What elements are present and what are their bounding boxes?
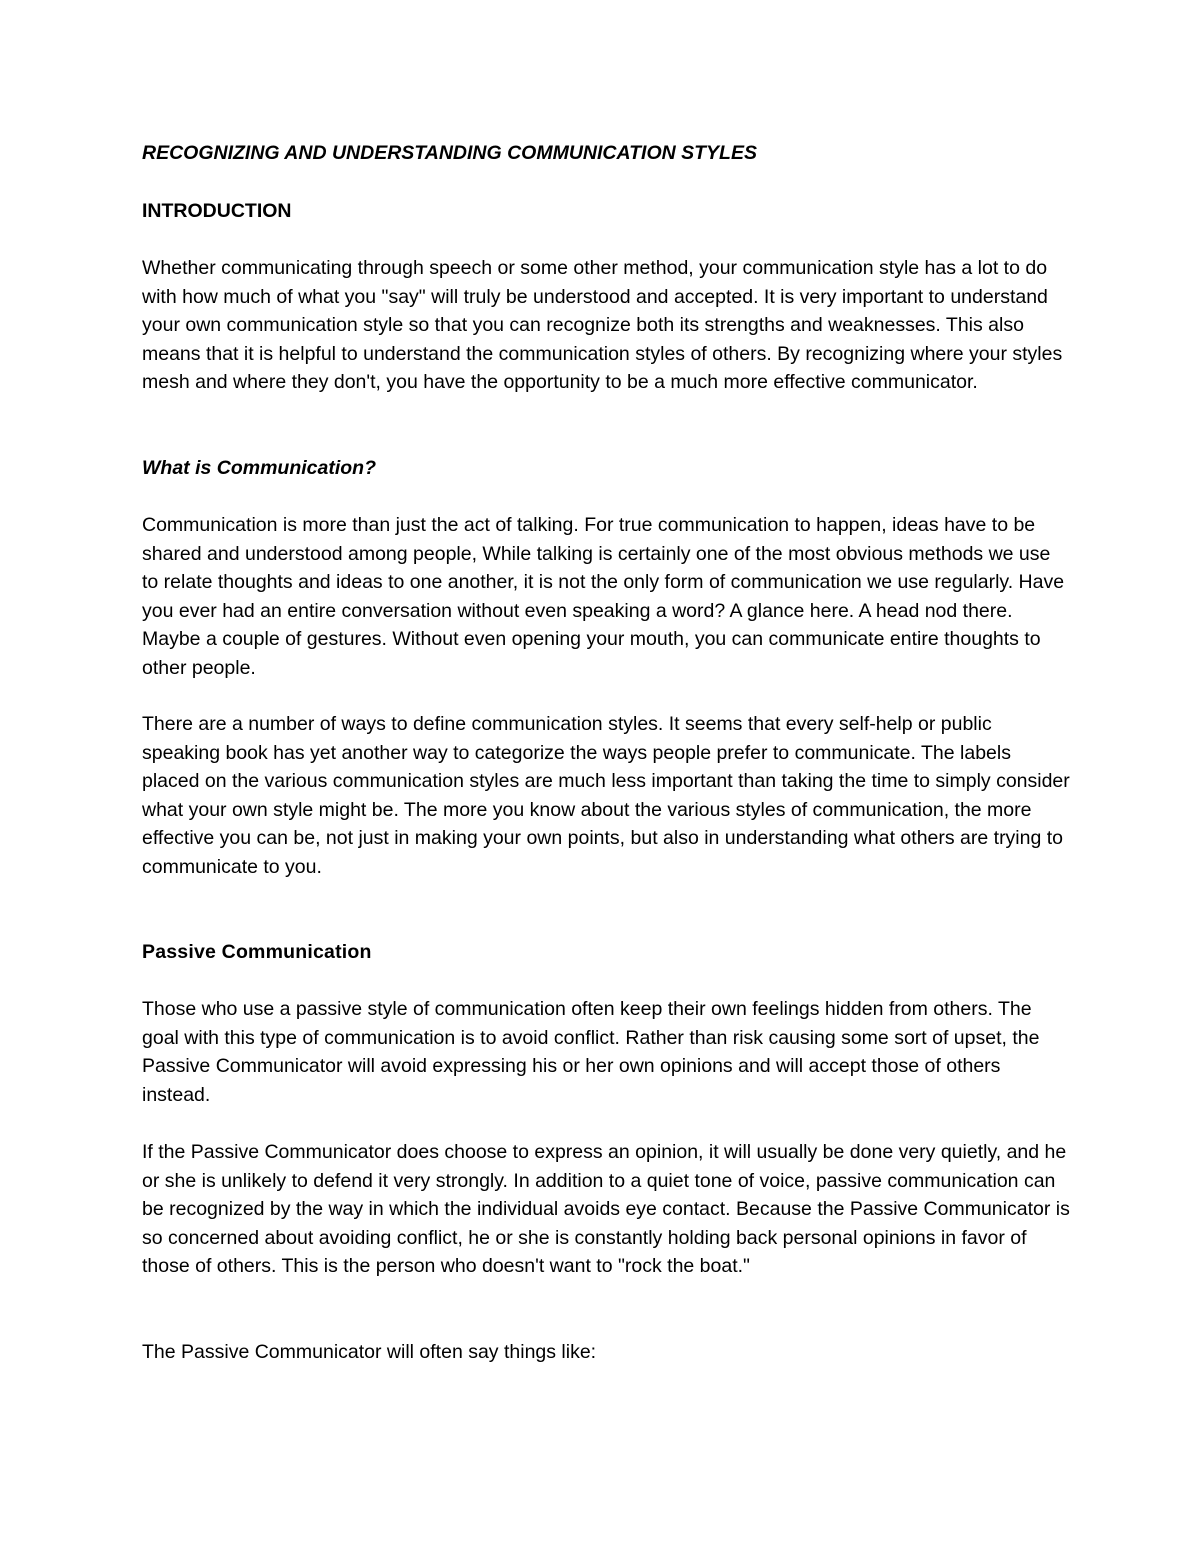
paragraph-introduction: Whether communicating through speech or some other method, your communication style has a lot to do with how much of what you "say" will truly be understood and accepted. It is very important to understand your own communication style so that you can recognize both its strengths and weaknesses. This also means that it is helpful to understand the communication styles of others. By recognizing where your styles mesh and where they don't, you have the opportunity to be a much more effective communicator.: [142, 257, 1063, 394]
heading-what-is-communication: What is Communication?: [142, 457, 376, 479]
paragraph-communication-styles: There are a number of ways to define communication styles. It seems that every self-help or public speaking book has yet another way to categorize the ways people prefer to communicate. The labels placed on the various communication styles are much less important than taking the time to simply consider what your own style might be. The more you know about the various styles of communication, the more effective you can be, not just in making your own points, but also in understanding what others are trying to communicate to you.: [142, 713, 1070, 878]
paragraph-passive-sayings-intro: The Passive Communicator will often say things like:: [142, 1341, 597, 1363]
paragraph-passive-behavior: If the Passive Communicator does choose to express an opinion, it will usually be done very quietly, and he or she is unlikely to defend it very strongly. In addition to a quiet tone of voice, passive communication can be recognized by the way in which the individual avoids eye contact. Because the Passive Communicator is so concerned about avoiding conflict, he or she is constantly holding back personal opinions in favor of those of others. This is the person who doesn't want to "rock the boat.": [142, 1141, 1070, 1278]
paragraph-passive-overview: Those who use a passive style of communication often keep their own feelings hidden from others. The goal with this type of communication is to avoid conflict. Rather than risk causing some sort of upset, the Passive Communicator will avoid expressing his or her own opinions and will accept those of others instead.: [142, 998, 1040, 1106]
heading-introduction: INTRODUCTION: [142, 200, 292, 222]
document-title: RECOGNIZING AND UNDERSTANDING COMMUNICATION STYLES: [142, 142, 757, 164]
heading-passive-communication: Passive Communication: [142, 941, 372, 963]
paragraph-communication-definition: Communication is more than just the act of talking. For true communication to happen, ideas have to be shared and understood among people, While talking is certainly one of the most obvious methods we use to relate thoughts and ideas to one another, it is not the only form of communication we use regularly. Have you ever had an entire conversation without even speaking a word? A glance here. A head nod there. Maybe a couple of gestures. Without even opening your mouth, you can communicate entire thoughts to other people.: [142, 514, 1065, 679]
